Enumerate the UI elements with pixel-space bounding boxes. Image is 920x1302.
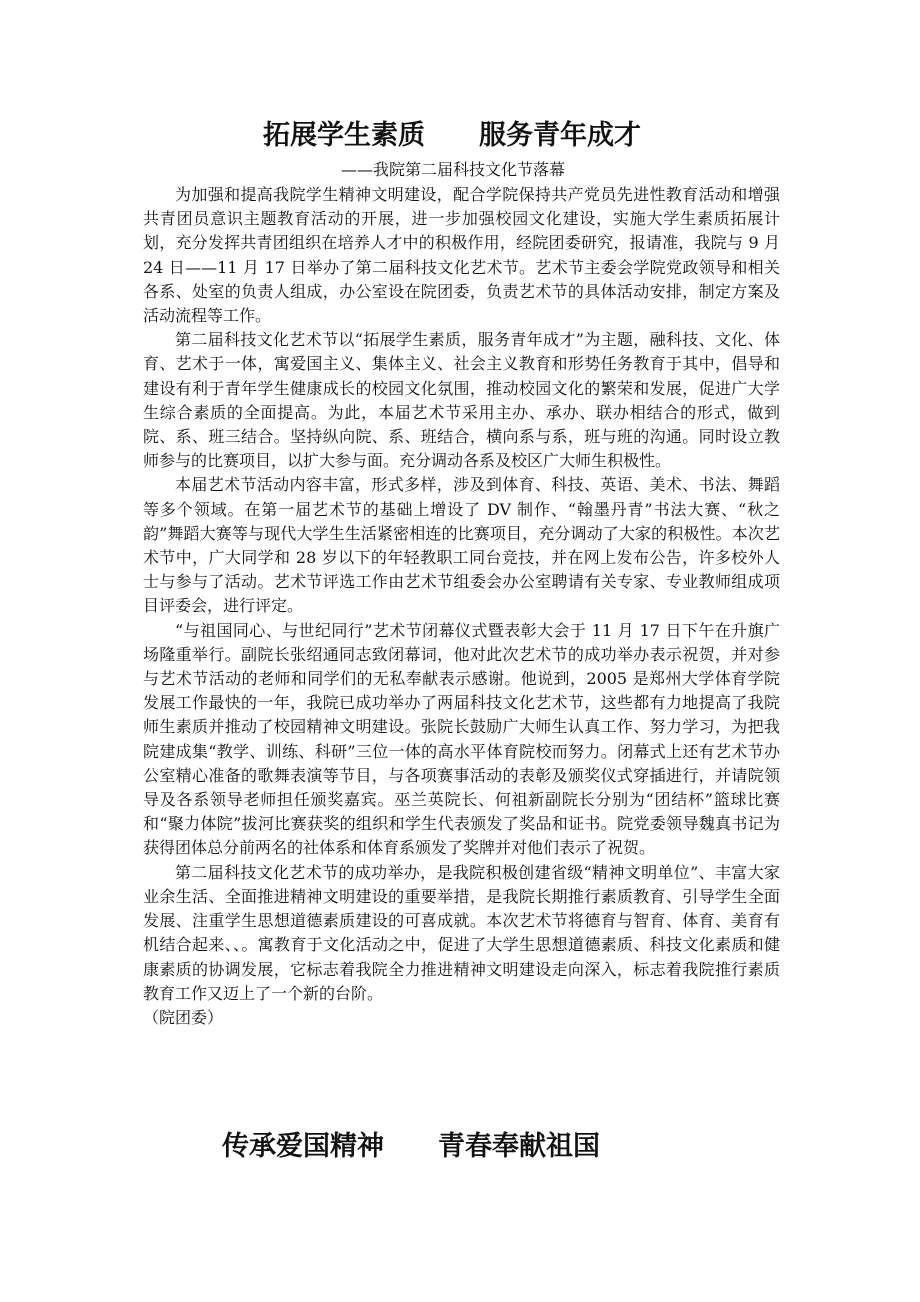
signature: （院团委） — [143, 1007, 224, 1027]
paragraph-3: 本届艺术节活动内容丰富，形式多样，涉及到体育、科技、英语、美术、书法、舞蹈等多个领域。在第一届艺术节的基础上增设了 DV 制作、“翰墨丹青”书法大赛、“秋之韵”舞蹈大赛等与现代大学生生活紧密相连的比赛项目，充分调动了大家的积极性。本次艺术节中，广大同学和 28 岁以下的年轻教职工同台竞技，并在网上发布公告，许多校外人士与参与了活动。艺术节评选工作由艺术节组委会办公室聘请有关专家、专业教师组成项目评委会，进行评定。 — [143, 475, 780, 616]
paragraph-2: 第二届科技文化艺术节以“拓展学生素质，服务青年成才”为主题，融科技、文化、体育、艺术于一体，寓爱国主义、集体主义、社会主义教育和形势任务教育于其中，倡导和建设有利于青年学生健康成长的校园文化氛围，推动校园文化的繁荣和发展，促进广大学生综合素质的全面提高。为此，本届艺术节采用主办、承办、联办相结合的形式，做到院、系、班三结合。坚持纵向院、系、班结合，横向系与系，班与班的沟通。同时设立教师参与的比赛项目，以扩大参与面。充分调动各系及校区广大师生积极性。 — [143, 330, 780, 471]
paragraph-1: 为加强和提高我院学生精神文明建设，配合学院保持共产党员先进性教育活动和增强共青团员意识主题教育活动的开展，进一步加强校园文化建设，实施大学生素质拓展计划，充分发挥共青团组织在培养人才中的积极作用，经院团委研究，报请准，我院与 9 月 24 日——11 月 17 日举办了第二届科技文化艺术节。艺术节主委会学院党政领导和相关各系、处室的负责人组成，办公室设在院团委，负责艺术节的具体活动安排，制定方案及活动流程等工作。 — [143, 185, 780, 326]
article-title: 拓展学生素质 服务青年成才 — [263, 120, 641, 151]
second-article-title: 传承爱国精神 青春奉献祖国 — [222, 1131, 600, 1162]
paragraph-4: “与祖国同心、与世纪同行”艺术节闭幕仪式暨表彰大会于 11 月 17 日下午在升旗广场隆重举行。副院长张绍通同志致闭幕词，他对此次艺术节的成功举办表示祝贺，并对参与艺术节活动的老师和同学们的无私奉献表示感谢。他说到，2005 是郑州大学体育学院发展工作最快的一年，我院已成功举办了两届科技文化艺术节，这些都有力地提高了我院师生素质并推动了校园精神文明建设。张院长鼓励广大师生认真工作、努力学习，为把我院建成集“教学、训练、科研”三位一体的高水平体育院校而努力。闭幕式上还有艺术节办公室精心准备的歌舞表演等节目，与各项赛事活动的表彰及颁奖仪式穿插进行，并请院领导及各系领导老师担任颁奖嘉宾。巫兰英院长、何祖新副院长分别为“团结杯”篮球比赛和“聚力体院”拔河比赛获奖的组织和学生代表颁发了奖品和证书。院党委领导魏真书记为获得团体总分前两名的社体系和体育系颁发了奖牌并对他们表示了祝贺。 — [143, 620, 780, 858]
article-body — [143, 183, 780, 1030]
paragraph-5: 第二届科技文化艺术节的成功举办，是我院积极创建省级“精神文明单位”、丰富大家业余生活、全面推进精神文明建设的重要举措，是我院长期推行素质教育、引导学生全面发展、注重学生思想道德素质建设的可喜成就。本次艺术节将德育与智育、体育、美育有机结合起来、、。寓教育于文化活动之中，促进了大学生思想道德素质、科技文化素质和健康素质的协调发展，它标志着我院全力推进精神文明建设走向深入，标志着我院推行素质教育工作又迈上了一个新的台阶。 — [143, 862, 780, 1003]
article-subtitle: ——我院第二届科技文化节落幕 — [341, 160, 566, 179]
